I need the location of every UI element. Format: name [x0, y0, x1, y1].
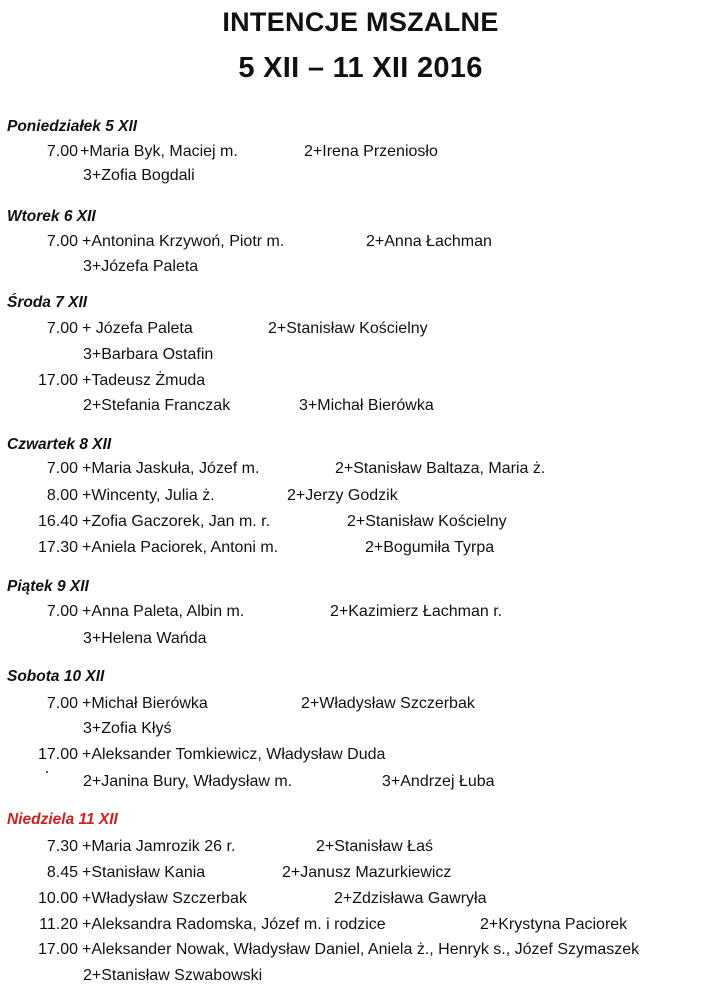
- mass-time: 7.00: [46, 233, 78, 250]
- intention-line: [0, 344, 721, 366]
- intention-second: 2+Irena Przeniosło: [304, 143, 438, 160]
- day-heading-sunday: Niedziela 11 XII: [7, 811, 118, 828]
- intention-second: 2+Stanisław Baltaza, Maria ż.: [335, 460, 546, 477]
- page-subtitle: 5 XII – 11 XII 2016: [238, 52, 483, 84]
- day-heading-wednesday: Środa 7 XII: [7, 294, 88, 311]
- intention-line: [0, 318, 721, 340]
- mass-time: 7.30: [46, 838, 78, 855]
- intention-line: [0, 718, 721, 740]
- intention-line: [0, 965, 721, 987]
- intention-main: +Maria Jaskuła, Józef m.: [82, 460, 260, 477]
- mass-time: 7.00: [46, 143, 78, 160]
- intention-line: [0, 939, 721, 961]
- intention-main: 2+Stanisław Szwabowski: [83, 967, 263, 984]
- intention-main: 2+Janina Bury, Władysław m.: [83, 773, 293, 790]
- intention-main: +Maria Jamrozik 26 r.: [82, 838, 236, 855]
- intention-second: 2+Stanisław Łaś: [316, 838, 433, 855]
- day-heading-friday: Piątek 9 XII: [7, 578, 89, 595]
- intention-main: +Aleksandra Radomska, Józef m. i rodzice: [82, 916, 386, 933]
- intention-main: +Aleksander Nowak, Władysław Daniel, Aniela ż., Henryk s., Józef Szymaszek: [82, 941, 640, 958]
- intention-line: [0, 888, 721, 910]
- intention-main: +Zofia Gaczorek, Jan m. r.: [82, 513, 271, 530]
- mass-time: 17.00: [37, 941, 78, 958]
- day-heading-thursday: Czwartek 8 XII: [7, 436, 112, 453]
- intention-main: 3+Józefa Paleta: [83, 258, 199, 275]
- intention-main: +Stanisław Kania: [82, 864, 206, 881]
- mass-time: 7.00: [46, 695, 78, 712]
- mass-time: 7.00: [46, 603, 78, 620]
- intention-line: [0, 628, 721, 650]
- mass-time: 16.40: [37, 513, 78, 530]
- intention-second: 2+Janusz Mazurkiewicz: [282, 864, 452, 881]
- day-heading-saturday: Sobota 10 XII: [7, 668, 105, 685]
- intention-main: +Anna Paleta, Albin m.: [82, 603, 245, 620]
- intention-line: [0, 231, 721, 253]
- intention-line: [0, 601, 721, 623]
- intention-line: [0, 693, 721, 715]
- intention-line: [0, 862, 721, 884]
- intention-main: + Józefa Paleta: [82, 320, 193, 337]
- intention-line: [0, 141, 721, 163]
- intention-main: +Wincenty, Julia ż.: [82, 487, 215, 504]
- intention-line: [0, 511, 721, 533]
- intention-second: 3+Andrzej Łuba: [382, 773, 495, 790]
- intention-line: [0, 485, 721, 507]
- intention-main: 3+Zofia Bogdali: [83, 167, 195, 184]
- intention-line: [0, 458, 721, 480]
- intention-line: [0, 256, 721, 278]
- intention-main: +Aleksander Tomkiewicz, Władysław Duda: [82, 746, 386, 763]
- intention-second: 2+Stanisław Kościelny: [268, 320, 428, 337]
- intention-main: 3+Barbara Ostafin: [83, 346, 214, 363]
- intention-line: [0, 370, 721, 392]
- intention-second: 2+Anna Łachman: [366, 233, 492, 250]
- intention-main: +Aniela Paciorek, Antoni m.: [82, 539, 279, 556]
- intention-line: [0, 836, 721, 858]
- intention-main: +Antonina Krzywoń, Piotr m.: [82, 233, 285, 250]
- intention-second: 3+Michał Bierówka: [299, 397, 434, 414]
- intention-main: +Maria Byk, Maciej m.: [80, 143, 238, 160]
- mass-time: 17.00: [37, 746, 78, 763]
- intention-line: [0, 537, 721, 559]
- intention-second: 2+Krystyna Paciorek: [480, 916, 628, 933]
- intention-second: 2+Jerzy Godzik: [287, 487, 398, 504]
- intention-second: 2+Zdzisława Gawryła: [334, 890, 487, 907]
- intention-main: 2+Stefania Franczak: [83, 397, 231, 414]
- intention-line: [0, 744, 721, 766]
- intention-main: 3+Zofia Kłyś: [83, 720, 172, 737]
- intention-main: +Michał Bierówka: [82, 695, 208, 712]
- intention-line: [0, 914, 721, 936]
- mass-time: 7.00: [46, 460, 78, 477]
- intention-line: [0, 395, 721, 417]
- mass-time: 17.30: [37, 539, 78, 556]
- speck-mark: [46, 771, 48, 773]
- intention-second: 2+Władysław Szczerbak: [301, 695, 475, 712]
- mass-time: 8.45: [46, 864, 78, 881]
- intention-second: 2+Kazimierz Łachman r.: [330, 603, 503, 620]
- mass-time: 8.00: [46, 487, 78, 504]
- intention-second: 2+Stanisław Kościelny: [347, 513, 507, 530]
- day-heading-monday: Poniedziałek 5 XII: [7, 118, 138, 135]
- mass-time: 17.00: [37, 372, 78, 389]
- intention-line: [0, 165, 721, 187]
- page-title: INTENCJE MSZALNE: [222, 7, 499, 37]
- intention-line: [0, 771, 721, 793]
- intention-main: +Władysław Szczerbak: [82, 890, 247, 907]
- mass-time: 10.00: [37, 890, 78, 907]
- mass-time: 7.00: [46, 320, 78, 337]
- intention-main: 3+Helena Wańda: [83, 630, 207, 647]
- day-heading-tuesday: Wtorek 6 XII: [7, 208, 96, 225]
- mass-time: 11.20: [39, 916, 78, 933]
- intention-main: +Tadeusz Żmuda: [82, 372, 206, 389]
- intention-second: 2+Bogumiła Tyrpa: [365, 539, 495, 556]
